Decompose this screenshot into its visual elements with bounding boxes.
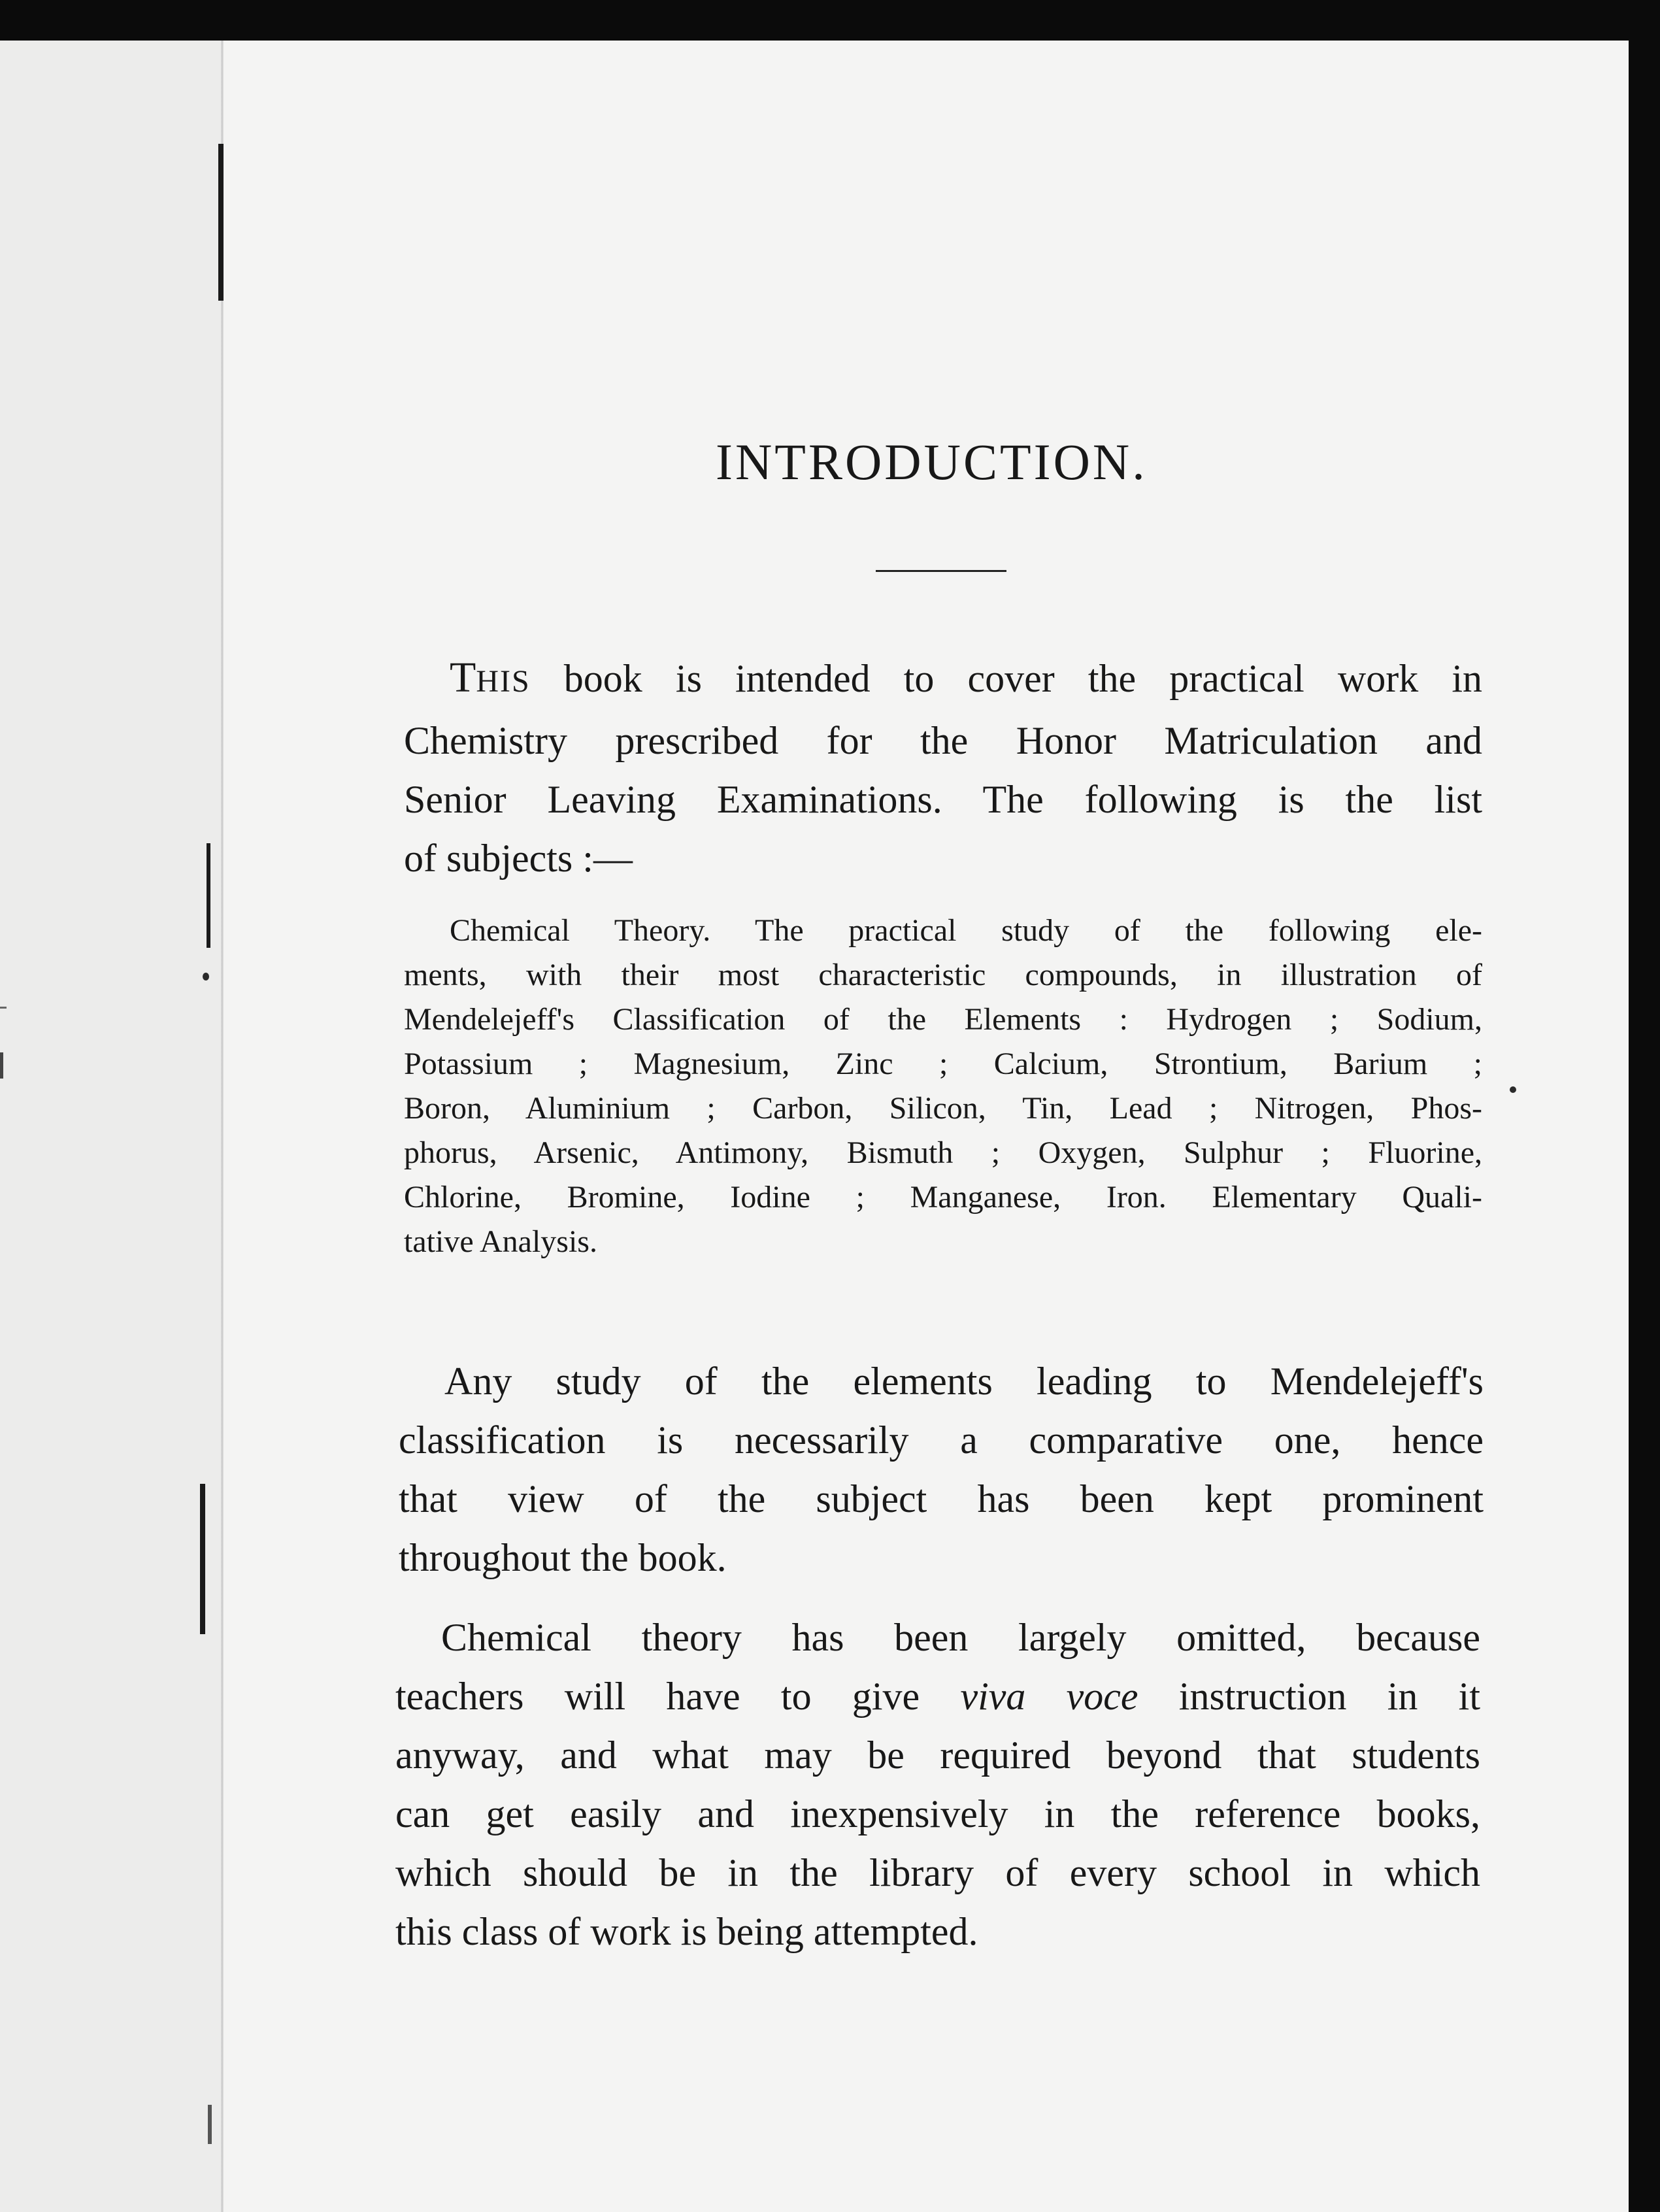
text-line: tative Analysis. [404, 1224, 597, 1259]
text-segment: teachers will have to give [395, 1675, 961, 1718]
italic-phrase: viva voce [960, 1675, 1138, 1718]
text-line: Any study of the elements leading to Mendelejeff's [444, 1360, 1484, 1403]
text-line [404, 648, 1482, 711]
text-line: Potassium ; Magnesium, Zinc ; Calcium, Strontium, Barium ; [404, 1047, 1482, 1081]
text-line: classification is necessarily a comparative one, hence [399, 1418, 1484, 1462]
scan-speck [203, 973, 209, 980]
paragraph-intro [404, 648, 1482, 888]
text-segment: instruction in it [1138, 1675, 1480, 1718]
paragraph-theory-omitted [395, 1608, 1480, 1961]
paragraph-subjects [404, 909, 1482, 1264]
text-line: anyway, and what may be required beyond that students [395, 1734, 1480, 1777]
text-line: that view of the subject has been kept prominent [399, 1477, 1484, 1520]
text-line: of subjects :— [404, 837, 633, 880]
text-line: Chemistry prescribed for the Honor Matriculation and [404, 719, 1482, 762]
paragraph-comparative [399, 1352, 1484, 1587]
scan-mark [0, 1007, 7, 1009]
left-page-margin [0, 41, 222, 2212]
drop-cap: T [450, 654, 476, 701]
scan-mark [0, 1052, 3, 1079]
page-title: INTRODUCTION. [716, 433, 1148, 490]
text-line: ments, with their most characteristic compounds, in illustration of [404, 958, 1482, 992]
text-line: Mendelejeff's Classification of the Elements : Hydrogen ; Sodium, [404, 1002, 1482, 1037]
text-line: Boron, Aluminium ; Carbon, Silicon, Tin, Lead ; Nitrogen, Phos- [404, 1091, 1482, 1126]
scan-right-border [1629, 0, 1660, 2212]
text-line: can get easily and inexpensively in the reference books, [395, 1792, 1480, 1835]
scan-mark [207, 843, 210, 948]
text-line: Senior Leaving Examinations. The following is the list [404, 778, 1482, 821]
text-line: this class of work is being attempted. [395, 1910, 978, 1953]
text-line [395, 1667, 1480, 1726]
scan-mark [208, 2105, 212, 2144]
text-line: Chemical Theory. The practical study of the following ele- [450, 913, 1482, 948]
text-line: throughout the book. [399, 1536, 727, 1579]
scan-mark [200, 1484, 205, 1634]
title-rule [876, 570, 1006, 572]
text-line: phorus, Arsenic, Antimony, Bismuth ; Oxygen, Sulphur ; Fluorine, [404, 1135, 1482, 1170]
small-caps-word: HIS [476, 664, 531, 699]
scan-speck [1510, 1086, 1516, 1093]
text-line: Chlorine, Bromine, Iodine ; Manganese, Iron. Elementary Quali- [404, 1180, 1482, 1215]
text-line: Chemical theory has been largely omitted, because [441, 1616, 1480, 1659]
scan-top-border [0, 0, 1660, 41]
text-line-content: book is intended to cover the practical work in [530, 657, 1482, 700]
scan-mark [218, 144, 224, 301]
text-line: which should be in the library of every school in which [395, 1851, 1480, 1894]
